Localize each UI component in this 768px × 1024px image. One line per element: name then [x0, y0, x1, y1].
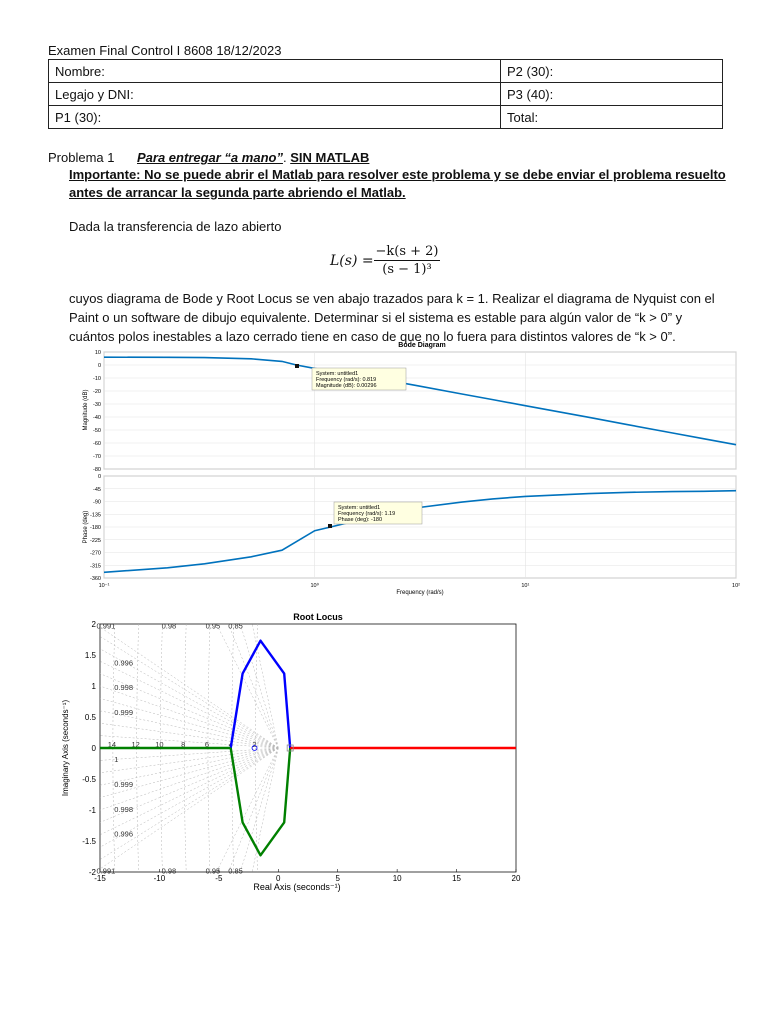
x-tick-label: -15 — [94, 874, 106, 883]
frequency-label: 4 — [228, 740, 233, 749]
y-tick-label: 1 — [91, 682, 96, 691]
frequency-tick-label: 10⁰ — [310, 583, 319, 589]
x-tick-label: 15 — [452, 874, 462, 883]
imag-axis-label: Imaginary Axis (seconds⁻¹) — [61, 699, 70, 797]
p3-score-label[interactable]: P3 (40): — [501, 83, 723, 106]
formula-lhs: L(s) = — [330, 253, 374, 269]
datatip-line: Magnitude (dB): 0.00296 — [316, 383, 377, 389]
magnitude-tick-label: -10 — [93, 376, 101, 382]
phase-tick-label: -180 — [89, 525, 101, 531]
magnitude-axes — [104, 352, 736, 469]
frequency-tick-label: 10² — [732, 583, 740, 589]
x-tick-label: 5 — [335, 874, 340, 883]
phase-tick-label: -90 — [93, 499, 101, 506]
intro-text: Dada la transferencia de lazo abierto — [69, 219, 282, 234]
damping-label: 0.999 — [114, 779, 134, 789]
datatip-line: System: untitled1 — [338, 505, 381, 511]
phase-tick-label: 0 — [97, 474, 101, 480]
name-field-label[interactable]: Nombre: — [49, 60, 501, 83]
phase-tick-label: -270 — [89, 550, 101, 557]
damping-label: 0.991 — [96, 866, 116, 876]
damping-label: 0.996 — [114, 829, 134, 839]
damping-label: 0.85 — [228, 866, 243, 876]
root-locus-title: Root Locus — [293, 612, 343, 622]
y-tick-label: 1.5 — [84, 651, 96, 660]
bode-diagram — [60, 340, 750, 600]
damping-label: 0.85 — [228, 621, 243, 631]
frequency-label: 8 — [181, 740, 186, 749]
table-row — [49, 106, 723, 129]
datatip-line: System: untitled1 — [316, 371, 359, 377]
magnitude-tick-label: -30 — [93, 402, 101, 408]
magnitude-tick-label: -70 — [93, 454, 101, 460]
total-score-label[interactable]: Total: — [501, 106, 723, 129]
phase-tick-label: -135 — [89, 512, 101, 519]
damping-label: 0.998 — [114, 804, 134, 814]
no-matlab-note: SIN MATLAB — [290, 150, 370, 165]
legajo-dni-label[interactable]: Legajo y DNI: — [49, 83, 501, 106]
y-tick-label: -0.5 — [82, 775, 96, 784]
frequency-axis-label: Frequency (rad/s) — [396, 590, 444, 596]
magnitude-tick-label: -80 — [93, 467, 101, 473]
bode-title: Bode Diagram — [398, 342, 446, 349]
problem-number: Problema 1 — [48, 150, 115, 165]
damping-label: 0.998 — [114, 683, 134, 693]
x-tick-label: -5 — [215, 874, 223, 883]
magnitude-axis-label: Magnitude (dB) — [83, 389, 89, 431]
table-row — [49, 83, 723, 106]
damping-label: 0.95 — [205, 621, 221, 631]
frequency-label: 12 — [131, 740, 140, 749]
student-info-table — [48, 59, 723, 129]
formula-denominator: (s − 1)³ — [382, 262, 432, 277]
problem-statement: cuyos diagrama de Bode y Root Locus se ven abajo trazados para k = 1. Realizar el diagrama de Nyquist con el Paint o un software de dibujo equivalente. Determinar si el sistema es estable para algún valor de “k > 0” y cuántos polos inestables a lazo cerrado tiene en caso de que no lo fuera para distintos valores de “k > 0”. — [69, 291, 715, 344]
magnitude-datatip-marker[interactable] — [295, 364, 299, 368]
problem-heading — [48, 150, 369, 165]
damping-label: 0.991 — [96, 621, 116, 631]
y-tick-label: -1 — [88, 806, 96, 815]
formula-numerator: −k(s + 2) — [375, 244, 439, 259]
phase-tick-label: -315 — [89, 563, 101, 570]
p1-score-label[interactable]: P1 (30): — [49, 106, 501, 129]
frequency-label: 2 — [252, 740, 257, 749]
damping-label: 1 — [114, 755, 119, 765]
problem-separator: . — [282, 150, 287, 165]
magnitude-tick-label: -60 — [93, 441, 101, 447]
x-tick-label: 0 — [276, 874, 281, 883]
damping-label: 0.98 — [161, 866, 177, 876]
damping-label: 0.95 — [205, 866, 221, 876]
y-tick-label: -1.5 — [82, 837, 96, 846]
damping-label: 0.999 — [114, 708, 134, 718]
magnitude-tick-label: -20 — [93, 389, 101, 395]
y-tick-label: 0.5 — [84, 713, 96, 722]
datatip-line: Phase (deg): -180 — [338, 517, 383, 523]
frequency-tick-label: 10¹ — [521, 583, 530, 589]
x-tick-label: 10 — [392, 874, 402, 883]
magnitude-tick-label: -50 — [93, 428, 101, 434]
datatip-line: Frequency (rad/s): 1.19 — [338, 511, 396, 517]
problem-mode: Para entregar “a mano” — [137, 150, 283, 165]
frequency-label: 10 — [155, 740, 164, 749]
y-tick-label: 2 — [91, 620, 96, 629]
magnitude-tick-label: -40 — [93, 415, 101, 421]
root-locus-chart — [50, 610, 530, 900]
exam-title: Examen Final Control I 8608 18/12/2023 — [48, 43, 282, 58]
x-tick-label: -10 — [153, 874, 166, 883]
p2-score-label[interactable]: P2 (30): — [501, 60, 723, 83]
y-tick-label: -2 — [88, 868, 96, 877]
phase-tick-label: -225 — [89, 537, 101, 544]
phase-axis-label: Phase (deg) — [83, 510, 89, 544]
frequency-label: 6 — [204, 740, 210, 749]
damping-label: 0.98 — [161, 621, 177, 631]
important-note: Importante: No se puede abrir el Matlab para resolver este problema y se debe enviar el problema resuelto antes de arrancar la segunda parte abriendo el Matlab. — [69, 167, 726, 200]
magnitude-tick-label: 0 — [97, 363, 101, 369]
formula-fraction — [374, 244, 440, 277]
phase-datatip-marker[interactable] — [328, 524, 332, 528]
frequency-label: 14 — [107, 740, 117, 749]
x-tick-label: 20 — [511, 874, 521, 883]
phase-tick-label: -45 — [93, 486, 101, 493]
real-axis-label: Real Axis (seconds⁻¹) — [253, 882, 341, 892]
datatip-line: Frequency (rad/s): 0.819 — [316, 377, 377, 383]
frequency-tick-label: 10⁻¹ — [98, 583, 110, 589]
magnitude-tick-label: 10 — [94, 350, 101, 356]
y-tick-label: 0 — [91, 744, 96, 753]
phase-tick-label: -360 — [89, 576, 101, 582]
table-row — [49, 60, 723, 83]
damping-label: 0.996 — [114, 658, 134, 668]
